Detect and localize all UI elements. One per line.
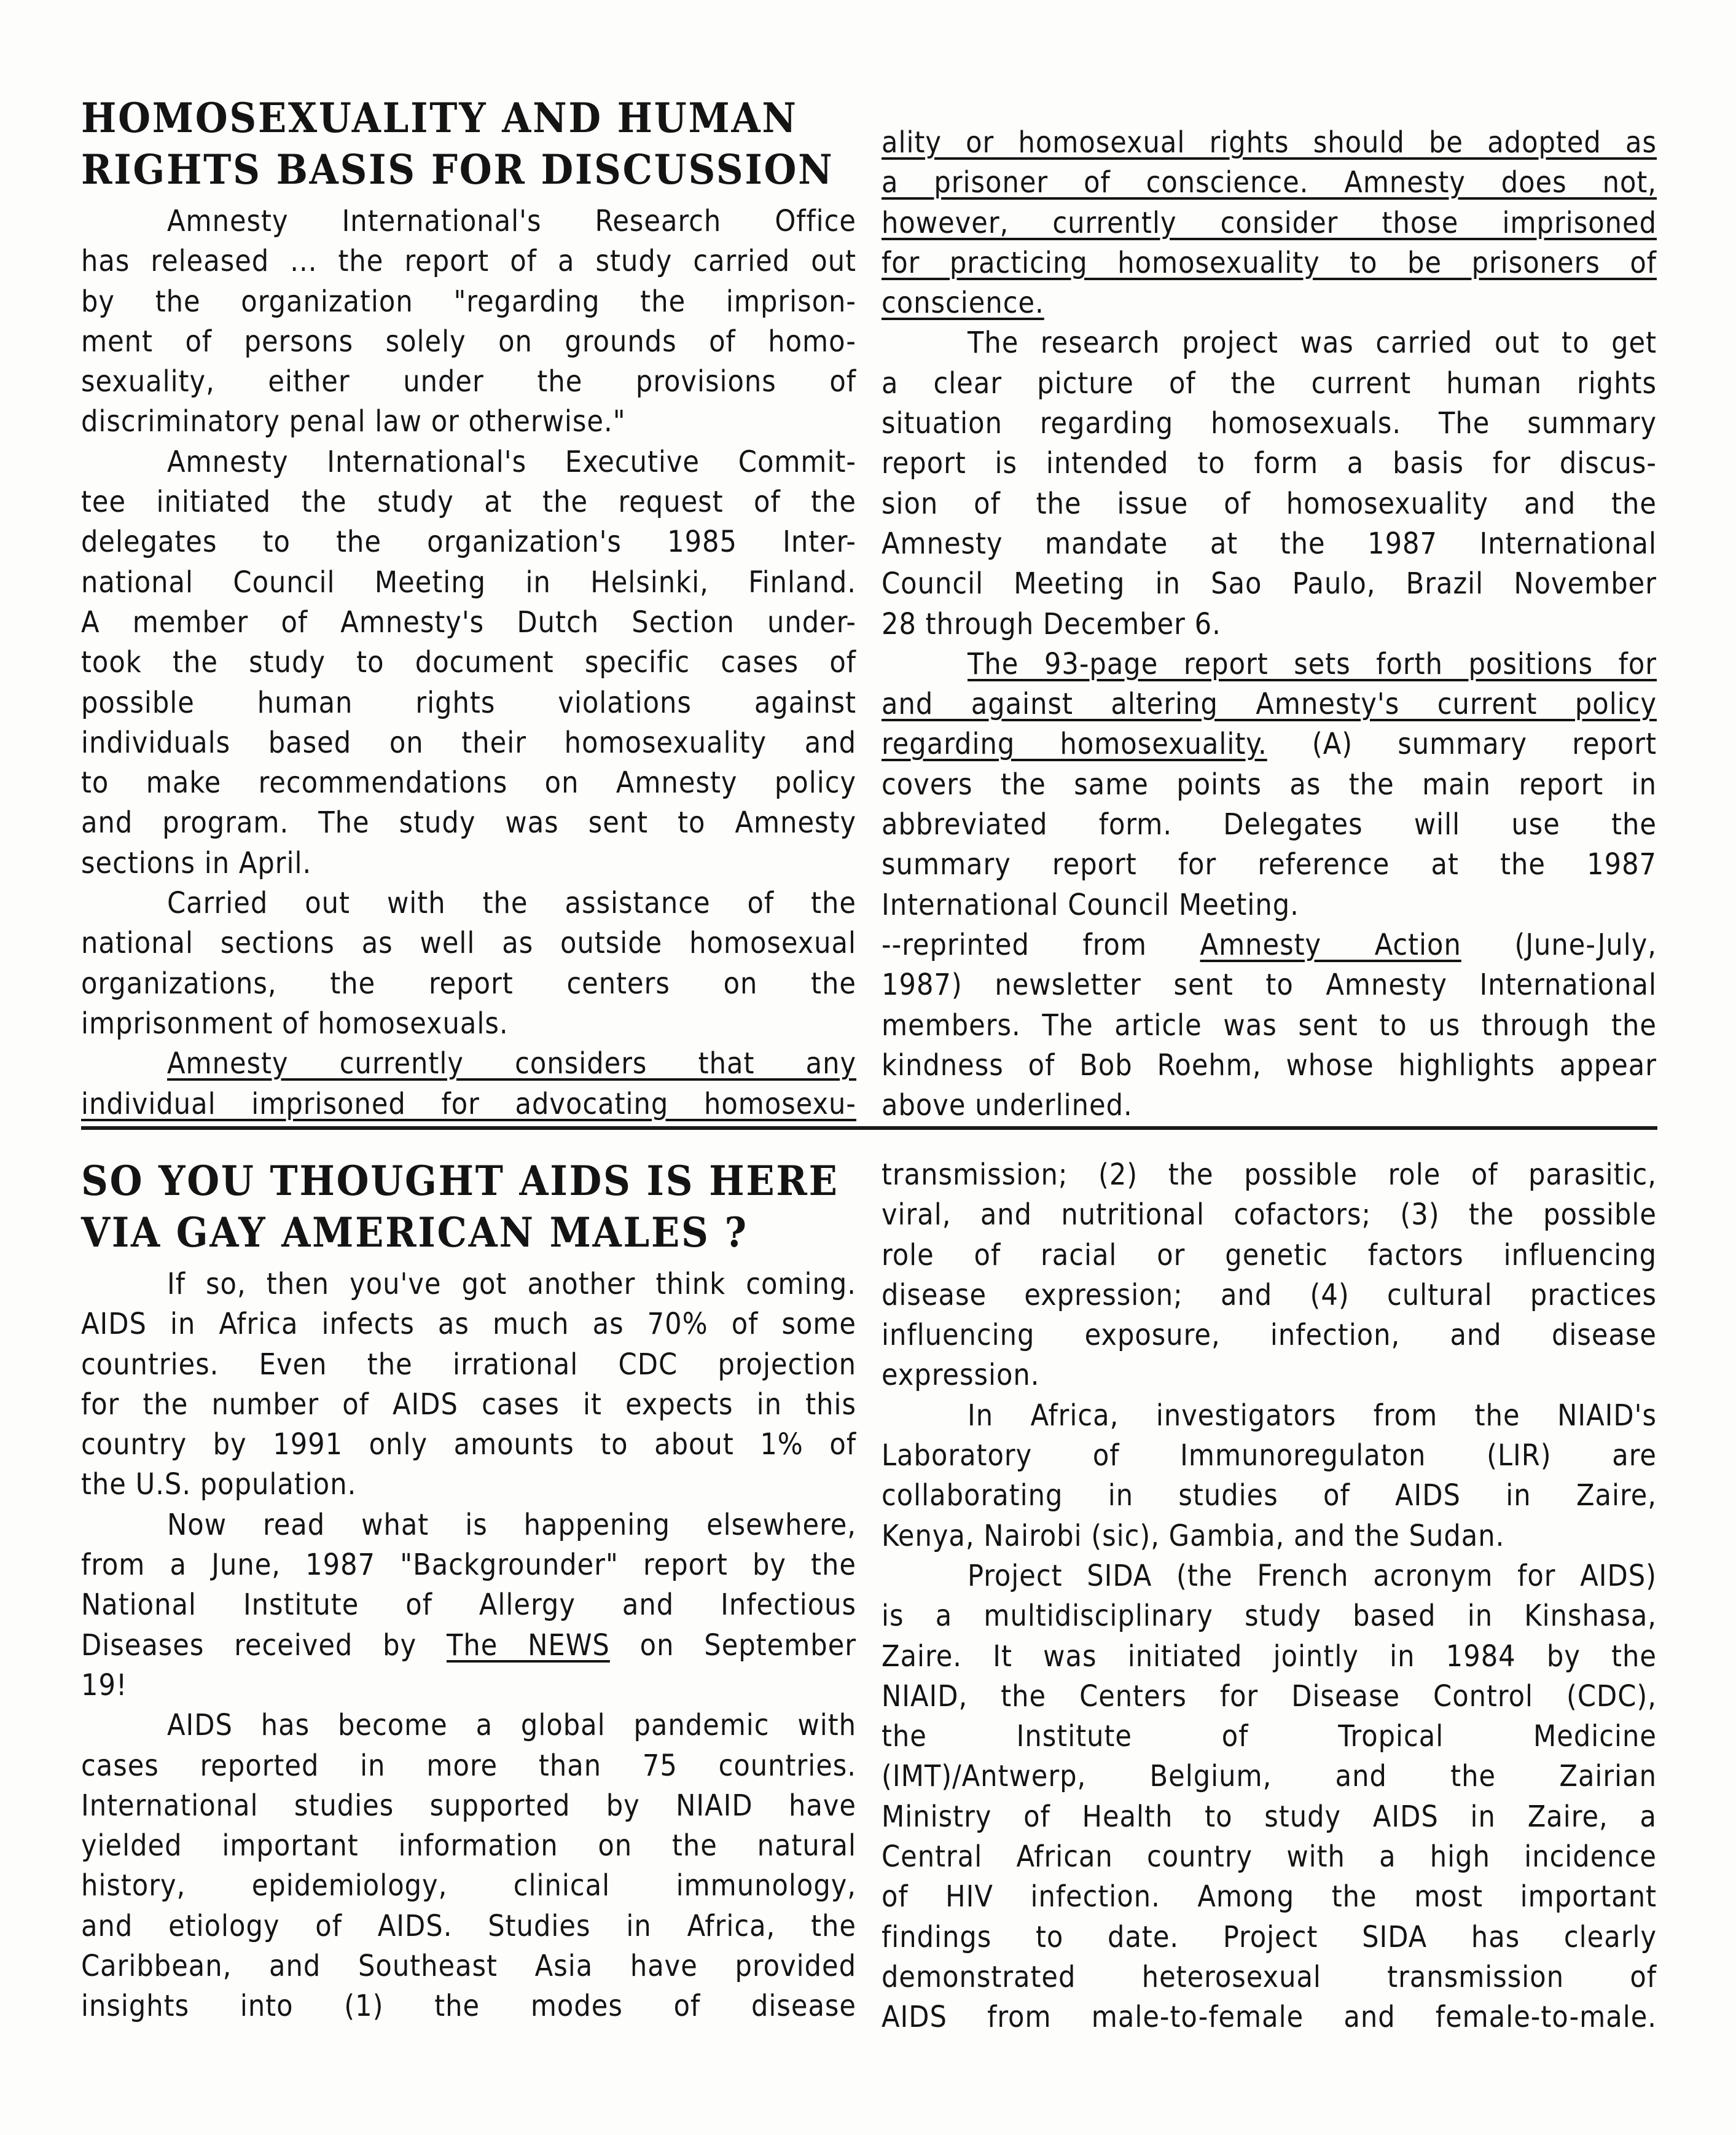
text-line: ality or homosexual rights should be adopted as (882, 125, 1657, 160)
text-line: Ministry of Health to study AIDS in Zaire, a (882, 1799, 1657, 1834)
text-line: organizations, the report centers on the (81, 966, 856, 1001)
text-line: the U.S. population. (81, 1467, 357, 1502)
text-line: delegates to the organization's 1985 Inter- (81, 525, 856, 560)
text-line: to make recommendations on Amnesty policy (81, 766, 856, 801)
text-line: is a multidisciplinary study based in Kinshasa, (882, 1599, 1657, 1634)
text-line: influencing exposure, infection, and disease (882, 1318, 1657, 1353)
text-line: NIAID, the Centers for Disease Control (CDC), (882, 1679, 1657, 1714)
text-line: the Institute of Tropical Medicine (882, 1719, 1657, 1754)
text-line: history, epidemiology, clinical immunology, (81, 1868, 856, 1903)
text-line: ment of persons solely on grounds of homo- (81, 324, 856, 359)
article2-right-column (882, 1155, 1657, 2038)
text-line: Laboratory of Immunoregulaton (LIR) are (882, 1438, 1657, 1473)
text-line: Project SIDA (the French acronym for AIDS) (968, 1558, 1657, 1593)
text-line: and etiology of AIDS. Studies in Africa, the (81, 1908, 856, 1943)
section-divider (81, 1126, 1657, 1130)
article2-right-body (882, 1155, 1657, 2038)
text-line: covers the same points as the main report in (882, 767, 1657, 802)
text-line (882, 724, 1657, 764)
text-line: In Africa, investigators from the NIAID's (968, 1398, 1657, 1433)
text-line: and program. The study was sent to Amnesty (81, 805, 856, 840)
text-line: imprisonment of homosexuals. (81, 1006, 509, 1041)
text-line: national Council Meeting in Helsinki, Finland. (81, 565, 856, 600)
text-line: for practicing homosexuality to be prisoners of (882, 245, 1657, 280)
underlined-text: Amnesty Action (1200, 927, 1461, 962)
text-line: role of racial or genetic factors influencing (882, 1237, 1657, 1272)
text-line: demonstrated heterosexual transmission of (882, 1959, 1657, 1994)
text-line: countries. Even the irrational CDC projection (81, 1347, 856, 1382)
text-line: above underlined. (882, 1088, 1133, 1123)
text-line: sections in April. (81, 845, 312, 880)
article1-left-body (81, 202, 856, 1124)
text-line: report is intended to form a basis for discus- (882, 446, 1657, 481)
text-line: summary report for reference at the 1987 (882, 847, 1657, 882)
text-line: National Institute of Allergy and Infectious (81, 1588, 856, 1623)
text-line: AIDS has become a global pandemic with (167, 1708, 856, 1743)
text-line: Council Meeting in Sao Paulo, Brazil November (882, 566, 1657, 601)
underlined-text: The NEWS (446, 1628, 610, 1663)
article2-headline-line1: SO YOU THOUGHT AIDS IS HERE (81, 1157, 839, 1205)
article1-headline-line2: RIGHTS BASIS FOR DISCUSSION (81, 146, 834, 194)
text-line: yielded important information on the natural (81, 1828, 856, 1863)
text-line: individuals based on their homosexuality and (81, 725, 856, 760)
text-line: Carried out with the assistance of the (167, 886, 856, 921)
text-line: insights into (1) the modes of disease (81, 1989, 856, 2024)
text-line: individual imprisoned for advocating homosexu- (81, 1086, 856, 1121)
article1-right-column (882, 123, 1657, 1126)
text-line (81, 1626, 856, 1666)
text-line: 19! (81, 1667, 128, 1702)
text-line: members. The article was sent to us through the (882, 1008, 1657, 1043)
text-line: possible human rights violations against (81, 685, 856, 720)
text-segment: (A) summary report (1267, 727, 1657, 762)
text-line: The 93-page report sets forth positions for (968, 646, 1657, 681)
text-line: Zaire. It was initiated jointly in 1984 by the (882, 1639, 1657, 1674)
text-line: however, currently consider those imprisoned (882, 205, 1657, 240)
text-line: The research project was carried out to get (968, 326, 1657, 361)
text-segment: (June-July, (1461, 927, 1657, 962)
text-line: sexuality, either under the provisions of (81, 364, 856, 399)
article2-left-body (81, 1264, 856, 2027)
text-line: and against altering Amnesty's current policy (882, 687, 1657, 722)
text-line: Now read what is happening elsewhere, (167, 1507, 856, 1542)
text-line: for the number of AIDS cases it expects in this (81, 1387, 856, 1422)
text-line: country by 1991 only amounts to about 1% of (81, 1427, 856, 1462)
text-line: AIDS in Africa infects as much as 70% of some (81, 1307, 856, 1342)
text-line: Amnesty mandate at the 1987 International (882, 526, 1657, 561)
text-line: has released ... the report of a study carried out (81, 244, 856, 279)
text-line: situation regarding homosexuals. The summary (882, 406, 1657, 441)
text-line: Amnesty currently considers that any (167, 1046, 856, 1081)
text-line: Caribbean, and Southeast Asia have provided (81, 1949, 856, 1984)
text-line: cases reported in more than 75 countries. (81, 1748, 856, 1783)
text-line: sion of the issue of homosexuality and the (882, 486, 1657, 521)
text-line: transmission; (2) the possible role of parasitic, (882, 1158, 1657, 1192)
text-line: AIDS from male-to-female and female-to-male. (882, 2000, 1657, 2035)
text-line: Amnesty International's Executive Commit- (167, 444, 856, 479)
article1-right-body (882, 123, 1657, 1126)
text-line: collaborating in studies of AIDS in Zaire, (882, 1478, 1657, 1513)
text-line: Amnesty International's Research Office (167, 204, 856, 238)
text-line: A member of Amnesty's Dutch Section under- (81, 605, 856, 640)
text-line (882, 925, 1657, 965)
text-line: a prisoner of conscience. Amnesty does not, (882, 165, 1657, 200)
text-line: 1987) newsletter sent to Amnesty International (882, 968, 1657, 1003)
article2-left-column (81, 1155, 856, 2027)
article1-headline-line1: HOMOSEXUALITY AND HUMAN (81, 94, 798, 142)
article1-left-column (81, 92, 856, 1124)
text-line: Kenya, Nairobi (sic), Gambia, and the Sudan. (882, 1518, 1505, 1553)
text-line: If so, then you've got another think coming. (167, 1267, 856, 1301)
text-line: viral, and nutritional cofactors; (3) the possible (882, 1197, 1657, 1232)
text-line: discriminatory penal law or otherwise." (81, 404, 626, 439)
text-line: from a June, 1987 "Backgrounder" report by the (81, 1548, 856, 1583)
text-line: tee initiated the study at the request of the (81, 485, 856, 520)
underlined-text: regarding homosexuality. (882, 727, 1267, 762)
text-line: expression. (882, 1358, 1040, 1393)
text-line: disease expression; and (4) cultural practices (882, 1277, 1657, 1312)
text-line: International studies supported by NIAID have (81, 1788, 856, 1823)
text-line: took the study to document specific cases of (81, 645, 856, 680)
text-line: a clear picture of the current human rights (882, 366, 1657, 401)
text-line: (IMT)/Antwerp, Belgium, and the Zairian (882, 1759, 1657, 1794)
text-line: abbreviated form. Delegates will use the (882, 807, 1657, 842)
text-line: kindness of Bob Roehm, whose highlights appear (882, 1048, 1657, 1083)
text-line: of HIV infection. Among the most important (882, 1879, 1657, 1914)
text-segment: --reprinted from (882, 927, 1200, 962)
text-line: Central African country with a high incidence (882, 1839, 1657, 1874)
text-line: national sections as well as outside homosexual (81, 926, 856, 961)
text-segment: on September (609, 1628, 857, 1663)
text-line: by the organization "regarding the imprison- (81, 284, 856, 319)
text-line: International Council Meeting. (882, 887, 1299, 922)
text-line: conscience. (882, 286, 1044, 321)
article2-headline-line2: VIA GAY AMERICAN MALES ? (81, 1209, 748, 1256)
text-line: findings to date. Project SIDA has clearly (882, 1919, 1657, 1954)
text-line: 28 through December 6. (882, 606, 1221, 641)
text-segment: Diseases received by (81, 1628, 447, 1663)
